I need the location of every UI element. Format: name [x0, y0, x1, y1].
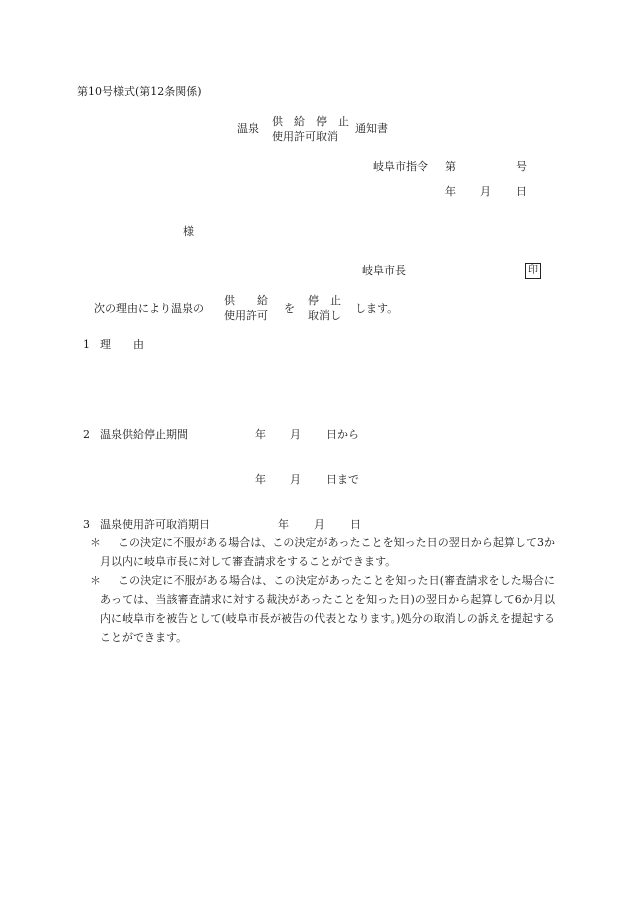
item-3-num: 3 [83, 518, 90, 531]
date-month: 月 [480, 185, 491, 198]
note-1-mark: ＊ [90, 536, 101, 549]
item-2-label: 温泉供給停止期間 [100, 428, 188, 441]
title-suffix: 通知書 [355, 122, 388, 135]
doc-no-label: 岐阜市指令 [373, 160, 428, 173]
note-2 [90, 571, 555, 647]
date-year: 年 [445, 185, 456, 198]
item-2-to-year: 年 [255, 473, 266, 486]
addressee-suffix: 様 [183, 225, 194, 238]
doc-no-dai: 第 [445, 160, 456, 173]
item-3-month: 月 [314, 518, 325, 531]
issuer: 岐阜市長 [362, 264, 406, 277]
statement-tail: します。 [355, 302, 399, 315]
statement-alt1-top: 供 給 [224, 294, 268, 307]
statement-particle: を [284, 302, 295, 315]
item-2-from-month: 月 [290, 428, 301, 441]
item-2-to-day: 日まで [326, 473, 359, 486]
seal-mark: 印 [525, 263, 541, 279]
note-2-mark: ＊ [90, 574, 101, 587]
statement-lead: 次の理由により温泉の [94, 302, 204, 315]
item-3-day: 日 [350, 518, 361, 531]
note-1 [90, 533, 555, 571]
item-3-year: 年 [278, 518, 289, 531]
item-2-num: 2 [83, 428, 90, 441]
statement-alt2-top: 停 止 [308, 294, 341, 307]
note-2-text: この決定に不服がある場合は、この決定があったことを知った日(審査請求をした場合にあっては、当該審査請求に対する裁決があったことを知った日)の翌日から起算して6か月以内に岐阜市を被告として(岐阜市長が被告の代表となります。)処分の取消しの訴えを提起することができます。 [100, 574, 555, 644]
statement-alt2-bottom: 取消し [308, 309, 341, 322]
item-1-label: 理 由 [100, 338, 144, 351]
doc-no-go: 号 [516, 160, 527, 173]
form-id: 第10号様式(第12条関係) [77, 85, 202, 98]
item-2-from-year: 年 [255, 428, 266, 441]
note-1-text: この決定に不服がある場合は、この決定があったことを知った日の翌日から起算して3か月以内に岐阜市長に対して審査請求をすることができます。 [100, 536, 555, 568]
date-day: 日 [516, 185, 527, 198]
item-2-from-day: 日から [326, 428, 359, 441]
statement-alt1-bottom: 使用許可 [224, 309, 268, 322]
title-alt-bottom: 使用許可取消 [272, 130, 338, 143]
title-prefix: 温泉 [237, 122, 259, 135]
title-alt-top: 供 給 停 止 [272, 115, 349, 128]
item-1-num: 1 [83, 338, 90, 351]
item-2-to-month: 月 [290, 473, 301, 486]
item-3-label: 温泉使用許可取消期日 [100, 518, 210, 531]
